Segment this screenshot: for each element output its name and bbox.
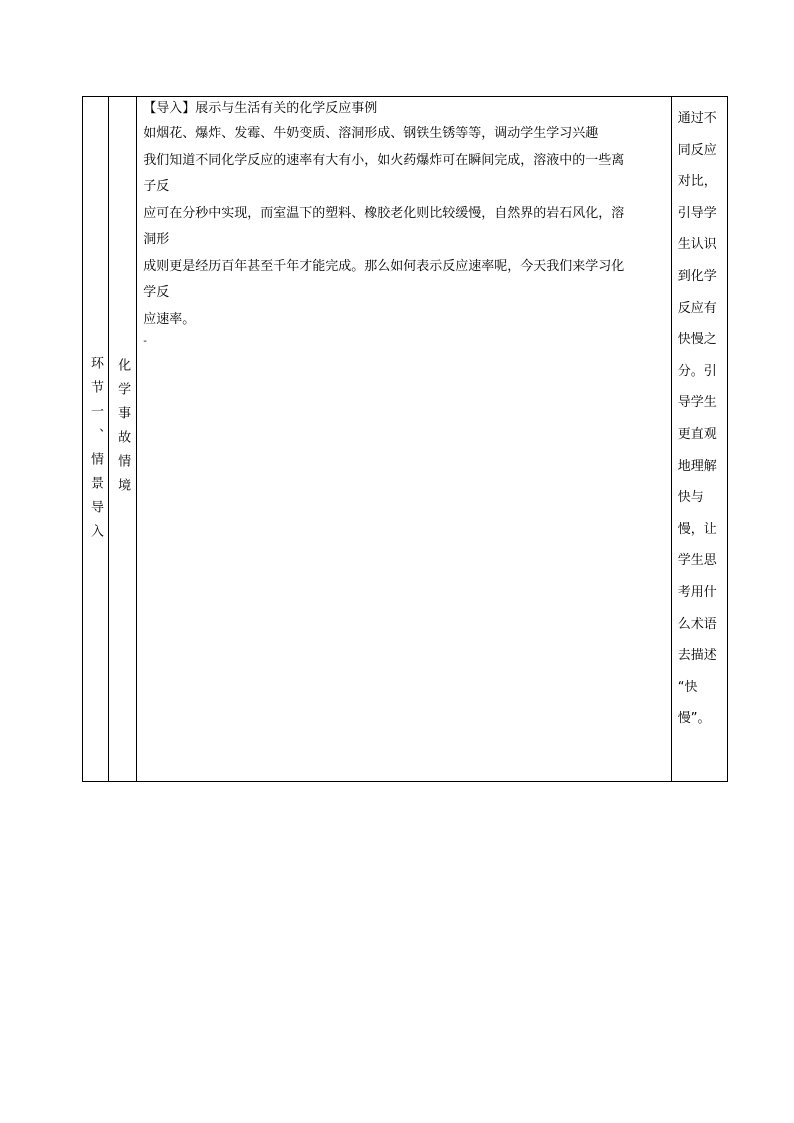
note-line: 地理解 (677, 458, 717, 474)
content-line: 应可在分秒中实现，而室温下的塑料、橡胶老化则比较缓慢，自然界的岩石风化，溶 (143, 205, 625, 221)
note-line: 么术语 (677, 616, 717, 632)
content-text (137, 97, 670, 351)
note-line: 分。引 (677, 363, 717, 379)
content-line: 我们知道不同化学反应的速率有大有小，如火药爆炸可在瞬间完成，溶液中的一些离 (143, 152, 625, 168)
content-line: 成则更是经历百年甚至千年才能完成。那么如何表示反应速率呢，今天我们来学习化 (143, 258, 625, 274)
note-line: 引导学 (677, 205, 717, 221)
note-line: 学生思 (677, 553, 717, 569)
note-line: 去描述 (677, 648, 717, 664)
content-line: 子反 (143, 179, 170, 194)
sub-stage-cell (109, 97, 137, 782)
note-line: 通过不 (677, 111, 717, 126)
content-line: 洞形 (143, 232, 170, 247)
table-row (83, 97, 728, 782)
content-line: 如烟花、爆炸、发霉、牛奶变质、溶洞形成、钢铁生锈等等，调动学生学习兴趣 (143, 126, 599, 141)
note-line: “快 (677, 679, 698, 695)
content-line: 应速率。 (143, 311, 196, 327)
note-line: 反应有 (677, 300, 717, 316)
stage-label: 环节一、情景导入 (88, 356, 104, 548)
note-line: 快慢之 (677, 332, 717, 348)
stage-cell (83, 97, 109, 782)
note-line: 生认识 (677, 237, 717, 253)
note-line: 慢”。 (677, 711, 711, 727)
trailing-mark: - (143, 336, 147, 347)
note-text (672, 97, 727, 735)
content-cell (137, 97, 671, 782)
note-line: 导学生 (677, 395, 717, 411)
lesson-plan-table (82, 96, 728, 782)
note-line: 到化学 (677, 268, 717, 284)
note-line: 慢，让 (677, 521, 717, 537)
content-title: 【导入】展示与生活有关的化学反应事例 (143, 101, 378, 116)
note-line: 更直观 (677, 426, 717, 442)
content-line: 学反 (143, 285, 170, 300)
note-line: 考用什 (677, 584, 717, 600)
note-line: 对比， (677, 174, 717, 190)
note-cell (671, 97, 727, 782)
sub-stage-label: 化学事故情境 (115, 358, 131, 502)
note-line: 同反应 (677, 142, 717, 158)
note-line: 快与 (677, 490, 704, 506)
